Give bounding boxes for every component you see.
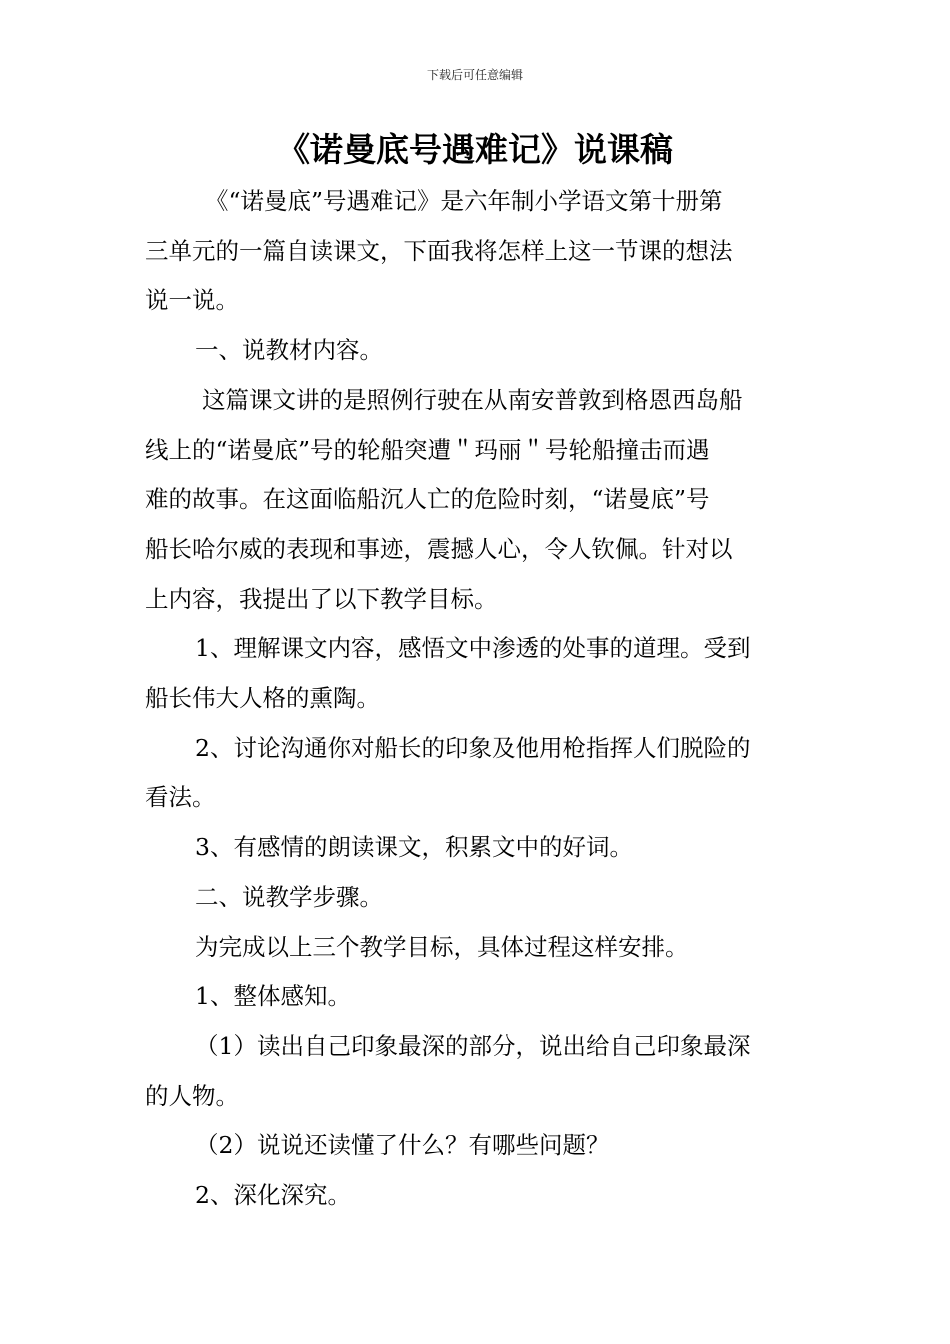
sub-step-item: （2）说说还读懂了什么？有哪些问题？ xyxy=(195,1131,610,1160)
body-line: 线上的“诺曼底”号的轮船突遭＂玛丽＂号轮船撞击而遇 xyxy=(145,435,710,464)
body-line: 说一说。 xyxy=(145,286,239,315)
body-line: 难的故事。在这面临船沉人亡的危险时刻，“诺曼底”号 xyxy=(145,485,710,514)
body-line: 三单元的一篇自读课文，下面我将怎样上这一节课的想法 xyxy=(145,236,733,265)
body-line: 的人物。 xyxy=(145,1081,239,1110)
objective-item: 3、有感情的朗读课文，积累文中的好词。 xyxy=(195,833,633,862)
section-heading: 二、说教学步骤。 xyxy=(195,882,383,911)
body-line: 看法。 xyxy=(145,783,216,812)
sub-step-item: （1）读出自己印象最深的部分，说出给自己印象最深 xyxy=(195,1031,751,1060)
section-heading: 一、说教材内容。 xyxy=(195,336,383,365)
document-body xyxy=(145,177,807,1221)
body-line: 为完成以上三个教学目标，具体过程这样安排。 xyxy=(195,932,689,961)
body-line: 船长伟大人格的熏陶。 xyxy=(145,684,380,713)
body-line: 《“诺曼底”号遇难记》是六年制小学语文第十册第 xyxy=(205,187,723,215)
objective-item: 1、理解课文内容，感悟文中渗透的处事的道理。受到 xyxy=(195,634,751,663)
body-line: 上内容，我提出了以下教学目标。 xyxy=(145,584,498,613)
document-title: 《诺曼底号遇难记》说课稿 xyxy=(277,130,673,169)
objective-item: 2、讨论沟通你对船长的印象及他用枪指挥人们脱险的 xyxy=(195,733,751,762)
body-line: 这篇课文讲的是照例行驶在从南安普敦到格恩西岛船 xyxy=(202,385,743,414)
body-line: 船长哈尔威的表现和事迹，震撼人心，令人钦佩。针对以 xyxy=(145,534,733,563)
step-item: 1、整体感知。 xyxy=(195,982,351,1011)
step-item: 2、深化深究。 xyxy=(195,1181,351,1210)
header-note: 下载后可任意编辑 xyxy=(426,68,523,82)
